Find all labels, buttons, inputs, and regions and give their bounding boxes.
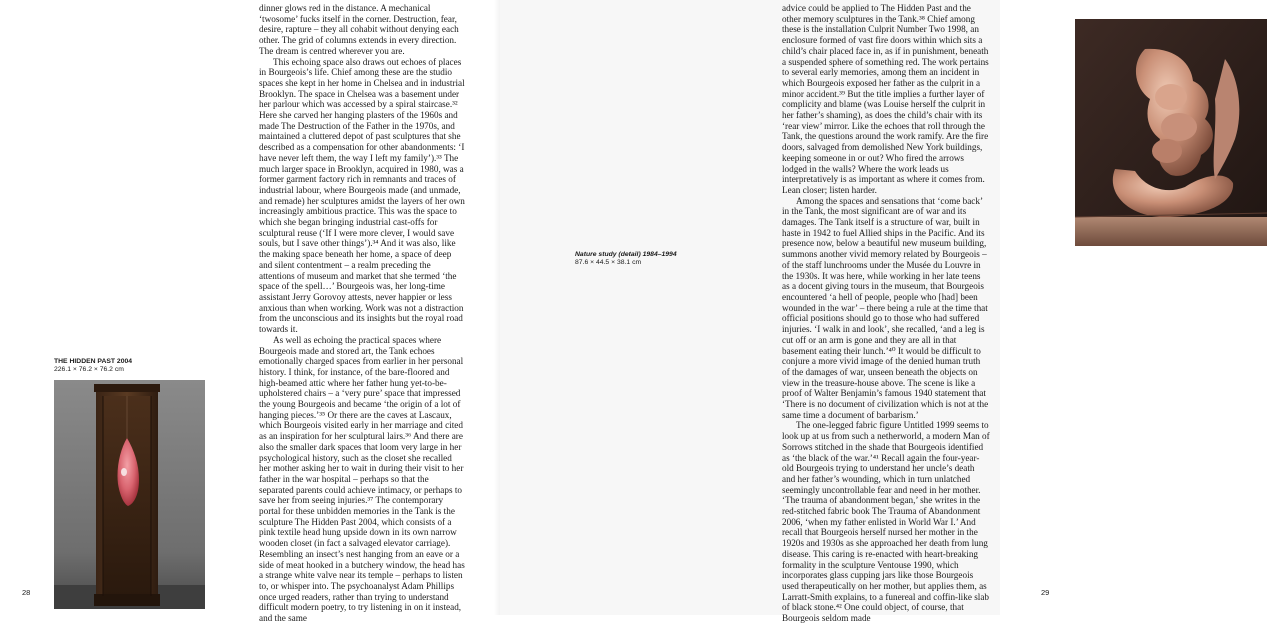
nature-study-photo bbox=[1075, 19, 1267, 246]
paragraph: This echoing space also draws out echoes of places in Bourgeois’s life. Chief among these are the studio spaces she kept in her home in Chelsea and in industrial Brooklyn. The space in Chelsea was a basement under her parlour which was accessed by a spiral staircase.³² Here she carved her hanging plasters of the 1960s and made The Destruction of the Father in the 1970s, and maintained a cluttered depot of past sculptures that she described as a compensation for other abandonments: ‘I have never left them, the way I left my family’).³³ The much larger space in Brooklyn, acquired in 1980, was a former garment factory rich in remnants and traces of industrial labour, where Bourgeois made (and unmade, and remade) her sculptures amidst the layers of her own increasingly ambitious practice. This was the space to which she began bringing industrial cast-offs for sculptural reuse (‘If I were more clever, I would save souls, but I save other things’).³⁴ And it was also, like the making space beneath her home, a space of deep and silent contentment – a realm preceding the attentions of museum and market that she termed ‘the space of the spell…’ Bourgeois was, her long-time assistant Jerry Gorovoy attests, never happier or less anxious than when working. Work was not a distraction from the unconscious and its insights but the royal road towards it. bbox=[259, 56, 465, 335]
hidden-past-photo bbox=[54, 380, 205, 609]
hidden-past-caption bbox=[54, 358, 234, 375]
paragraph: As well as echoing the practical spaces where Bourgeois made and stored art, the Tank echoes emotionally charged spaces from earlier in her personal history. I think, for instance, of the bare-floored and high-beamed attic where her father hung yet-to-be-upholstered chairs – a ‘very pure’ space that impressed the young Bourgeois and became ‘the origin of a lot of hanging pieces.’³⁵ Or there are the caves at Lascaux, which Bourgeois visited early in her marriage and cited as an inspiration for her sculptural lairs.³⁶ And there are also the smaller dark spaces that loom very large in her psychological history, such as the closet she recalled her mother asking her to wait in during their visit to her father in the war hospital – perhaps so that the separated parents could achieve intimacy, or perhaps to save her from seeing injuries.³⁷ The contemporary portal for these unbidden memories in the Tank is the sculpture The Hidden Past 2004, which consists of a pink textile head hung upside down in its own narrow wooden closet (in fact a salvaged elevator carriage). Resembling an insect’s nest hanging from an eave or a side of meat hooked in a butchery window, the head has a strange white valve near its temple – perhaps to listen to, or whisper into. The psychoanalyst Adam Phillips once urged readers, rather than trying to understand difficult modern poetry, to try listening in on it instead, and the same bbox=[259, 334, 465, 624]
nature-study-caption bbox=[575, 251, 765, 268]
right-text-column bbox=[782, 3, 990, 624]
caption-dimensions: 87.6 × 44.5 × 38.1 cm bbox=[575, 259, 642, 267]
paragraph: The one-legged fabric figure Untitled 1999 seems to look up at us from such a netherworld, a modern Man of Sorrows stitched in the shade that Bourgeois identified as ‘the black of the war.’⁴¹ Recall again the four-year-old Bourgeois trying to understand her uncle’s death and her father’s wounding, which in turn unlatched seemingly uncontrollable fear and need in her mother. ‘The trauma of abandonment began,’ she writes in the red-stitched fabric book The Trauma of Abandonment 2006, ‘when my father enlisted in World War I.’ And recall that Bourgeois herself nursed her mother in the 1920s and 1930s as she approached her death from lung disease. This caring is re-enacted with heart-breaking formality in the sculpture Ventouse 1990, which incorporates glass cupping jars like those Bourgeois used therapeutically on her mother, but applies them, as Larratt-Smith explains, to a funereal and coffin-like slab of black stone.⁴² One could object, of course, that Bourgeois seldom made bbox=[782, 420, 990, 624]
left-text-column bbox=[259, 3, 465, 624]
caption-title: Nature study (detail) 1984–1994 bbox=[575, 251, 677, 258]
paragraph: advice could be applied to The Hidden Past and the other memory sculptures in the Tank.³⁸ Chief among these is the installation Culprit Number Two 1998, an enclosure formed of vast fire doors within which sits a child’s chair placed face in, as if in punishment, beneath a suspended sphere of something red. The work pertains to several early memories, among them an incident in which Bourgeois exposed her father as the culprit in a minor accident.³⁹ But the title implies a further layer of complicity and blame (was Louise herself the culprit in her father’s shaming), as does the child’s chair with its ‘rear view’ mirror. Like the echoes that roll through the Tank, the questions around the work ramify. Are the fire doors, salvaged from demolished New York buildings, keeping someone in or out? Who fired the arrows lodged in the walls? Where the work leads us interpretatively is as important as where it comes from. Lean closer; listen harder. bbox=[782, 3, 989, 195]
page-number-left: 28 bbox=[22, 588, 31, 597]
left-page bbox=[0, 0, 500, 624]
page-number-right: 29 bbox=[1041, 588, 1050, 597]
caption-dimensions: 226.1 × 76.2 × 76.2 cm bbox=[54, 366, 124, 374]
paragraph: Among the spaces and sensations that ‘come back’ in the Tank, the most significant are of war and its damages. The Tank itself is a structure of war, built in haste in 1942 to fuel Allied ships in the Pacific. And its presence now, below a beautiful new museum building, summons another vivid memory related by Bourgeois – of the staff lunchrooms under the Musée du Louvre in the 1930s. It was here, while working in her late teens as a docent giving tours in the museum, that Bourgeois encountered ‘a hell of people, people who [had] been wounded in the war’ – there being a rule at the time that official positions should go to those who had suffered injuries. ‘I walk in and look’, she recalled, ‘and a leg is cut off or an arm is gone and they are all in that basement eating their lunch.’⁴⁰ It would be difficult to conjure a more vivid image of the denied human truth of the damages of war, unseen beneath the objects on view in the treasure-house above. The scene is like a proof of Walter Benjamin’s famous 1940 statement that ‘There is no document of civilization which is not at the same time a document of barbarism.’ bbox=[782, 195, 989, 420]
caption-title: THE HIDDEN PAST 2004 bbox=[54, 358, 133, 365]
paragraph: dinner glows red in the distance. A mechanical ‘twosome’ fucks itself in the corner. Destruction, fear, desire, rapture – they all cohabit without denying each other. The grid of columns extends in every direction. The dream is centred wherever you are. bbox=[259, 3, 459, 56]
